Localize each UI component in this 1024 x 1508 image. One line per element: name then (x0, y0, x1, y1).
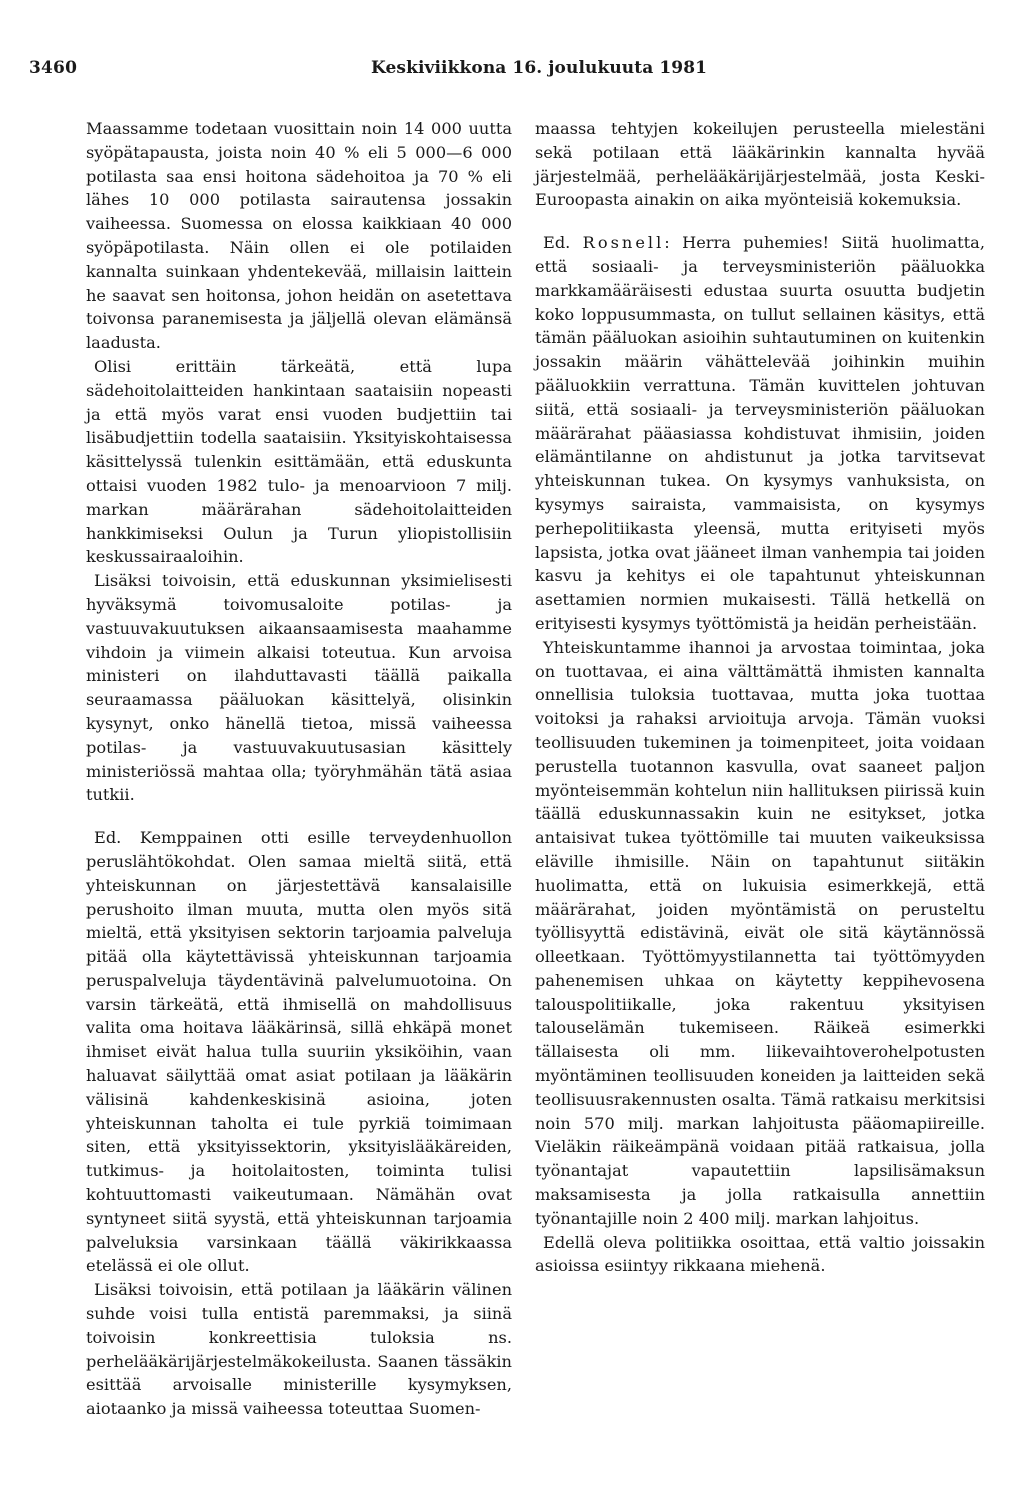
paragraph: Ed. Kemppainen otti esille terveydenhuollon peruslähtökohdat. Olen samaa mieltä siitä, että yhteiskunnan on järjestettävä kansalaisille perushoito ilman muuta, mutta olen myös sitä mieltä, että yksityisen sektorin tarjoamia palveluja pitää olla käytettävissä yhteiskunnan tarjoamia peruspalveluja täydentävinä palvelumuotoina. On varsin tärkeätä, että ihmisellä on mahdollisuus valita oma hoitava lääkärinsä, sillä ehkäpä monet ihmiset eivät halua tulla suuriin yksiköihin, vaan haluavat säilyttää omat asiat potilaan ja lääkärin välisinä kahdenkeskisinä asioina, joten yhteiskunnan taholta ei tule pyrkiä toimimaan siten, että yksityissektorin, yksityislääkäreiden, tutkimus- ja hoitolaitosten, toiminta tulisi kohtuuttomasti vaikeutumaan. Nämähän ovat syntyneet siitä syystä, että yhteiskunnan tarjoamia palveluksia varsinkaan täällä väkirikkaassa etelässä ei ole ollut. (86, 828, 512, 1276)
speech-paragraph (535, 231, 985, 636)
paragraph: Edellä oleva politiikka osoittaa, että valtio joissakin asioissa esiintyy rikkaana miehenä. (535, 1232, 985, 1276)
speaker-name: Rosnell (582, 233, 665, 253)
paragraph: maassa tehtyjen kokeilujen perusteella mielestäni sekä potilaan että lääkärinkin kannalta hyvää järjestelmää, perhelääkärijärjestelmää, josta Keski-Euroopasta ainakin on aika myönteisiä kokemuksia. (535, 119, 985, 210)
paragraph: Lisäksi toivoisin, että eduskunnan yksimielisesti hyväksymä toivomusaloite potilas- ja vastuuvakuutuksen aikaansaamisesta maahamme vihdoin ja viimein alkaisi toteutua. Kun arvoisa ministeri on ilahduttavasti täällä paikalla seuraamassa pääluokan käsittelyä, olisinkin kysynyt, onko hänellä tietoa, missä vaiheessa potilas- ja vastuuvakuutusasian käsittely ministeriössä mahtaa olla; työryhmähän tätä asiaa tutkii. (86, 571, 512, 805)
page-number: 3460 (29, 58, 78, 78)
speech-text: Herra puhemies! Siitä huolimatta, että sosiaali- ja terveysministeriön pääluokka markkamääräisesti edustaa suurta osuutta budjetin koko loppusummasta, on tullut sellainen käsitys, että tämän pääluokan asioihin suhtautuminen on kuitenkin jossakin määrin vähättelevää joihinkin muihin pääluokkiin verrattuna. Tämän kuvittelen johtuvan siitä, että sosiaali- ja terveysministeriön pääluokan määrärahat pääasiassa kohdistuvat ihmisiin, joiden elämäntilanne on ahdistunut ja jotka tarvitsevat yhteiskunnan tukea. On kysymys vanhuksista, on kysymys sairaista, vammaisista, on kysymys perhepolitiikasta yleensä, mutta erityiseti myös lapsista, jotka ovat jääneet ilman vanhempia tai joiden kasvu ja kehitys ei ole tapahtunut yhteiskunnan asettamien normien mukaisesti. Tällä hetkellä on erityisesti kysymys työttömistä ja heidän perheistään. (535, 233, 985, 633)
paragraph: Lisäksi toivoisin, että potilaan ja lääkärin välinen suhde voisi tulla entistä paremmaksi, ja siinä toivoisin konkreettisia tuloksia ns. perhelääkärijärjestelmäkokeilusta. Saanen tässäkin esittää arvoisalle ministerille kysymyksen, aiotaanko ja missä vaiheessa toteuttaa Suomen- (86, 1280, 512, 1419)
right-column (535, 117, 985, 1278)
paragraph: Olisi erittäin tärkeätä, että lupa sädehoitolaitteiden hankintaan saataisiin nopeasti ja että myös varat ensi vuoden budjettiin tai lisäbudjettiin todella saataisiin. Yksityiskohtaisessa käsittelyssä tulenkin esittämään, että eduskunta ottaisi vuoden 1982 tulo- ja menoarvioon 7 milj. markan määrärahan sädehoitolaitteiden hankkimiseksi Oulun ja Turun yliopistollisiin keskussairaaloihin. (86, 356, 512, 567)
speaker-prefix: Ed. (543, 233, 583, 253)
paragraph: Maassamme todetaan vuosittain noin 14 000 uutta syöpätapausta, joista noin 40 % eli 5 000—6 000 potilasta saa ensi hoitona sädehoitoa ja 70 % eli lähes 10 000 potilasta sairautensa jossakin vaiheessa. Suomessa on elossa kaikkiaan 40 000 syöpäpotilasta. Näin ollen ei ole potilaiden kannalta suinkaan yhdentekevää, millaisin laittein he saavat sen hoitonsa, johon heidän on asetettava toivonsa paranemisesta ja jäljellä olevan elämänsä laadusta. (86, 119, 512, 353)
page-header (0, 58, 1024, 84)
header-date: Keskiviikkona 16. joulukuuta 1981 (371, 58, 708, 78)
paragraph: Yhteiskuntamme ihannoi ja arvostaa toimintaa, joka on tuottavaa, ei aina välttämättä ihmisten kannalta onnellisia tuloksia tuottavaa, mutta joka tuottaa voitoksi ja rahaksi arvioituja arvoja. Tämän vuoksi teollisuuden tukeminen ja toimenpiteet, joita voidaan perustella tuotannon kasvulla, ovat saaneet paljon myönteisemmän kohtelun niin hallituksen piirissä kuin täällä eduskunnassakin kuin ne esitykset, jotka antaisivat tukea työttömille tai muuten vaikeuksissa eläville ihmisille. Näin on tapahtunut siitäkin huolimatta, että on lukuisia esimerkkejä, että määrärahat, joiden myöntämistä on perusteltu työllisyyttä edistävinä, eivät ole sitä käytännössä olleetkaan. Työttömyystilannetta tai työttömyyden pahenemisen uhkaa on käytetty keppihevosena talouspolitiikalle, joka rakentuu yksityisen talouselämän tukemiseen. Räikeä esimerkki tällaisesta oli mm. liikevaihtoverohelpotusten myöntäminen teollisuuden koneiden ja laitteiden sekä teollisuusrakennusten osalta. Tämä ratkaisu merkitsisi noin 570 milj. markan lahjoitusta pääomapiireille. Vieläkin räikeämpänä voidaan pitää ratkaisua, jolla työnantajat vapautettiin lapsilisämaksun maksamisesta ja jolla ratkaisulla annettiin työnantajille noin 2 400 milj. markan lahjoitus. (535, 637, 986, 1228)
speaker-colon: : (664, 233, 683, 253)
left-column (86, 117, 512, 1421)
